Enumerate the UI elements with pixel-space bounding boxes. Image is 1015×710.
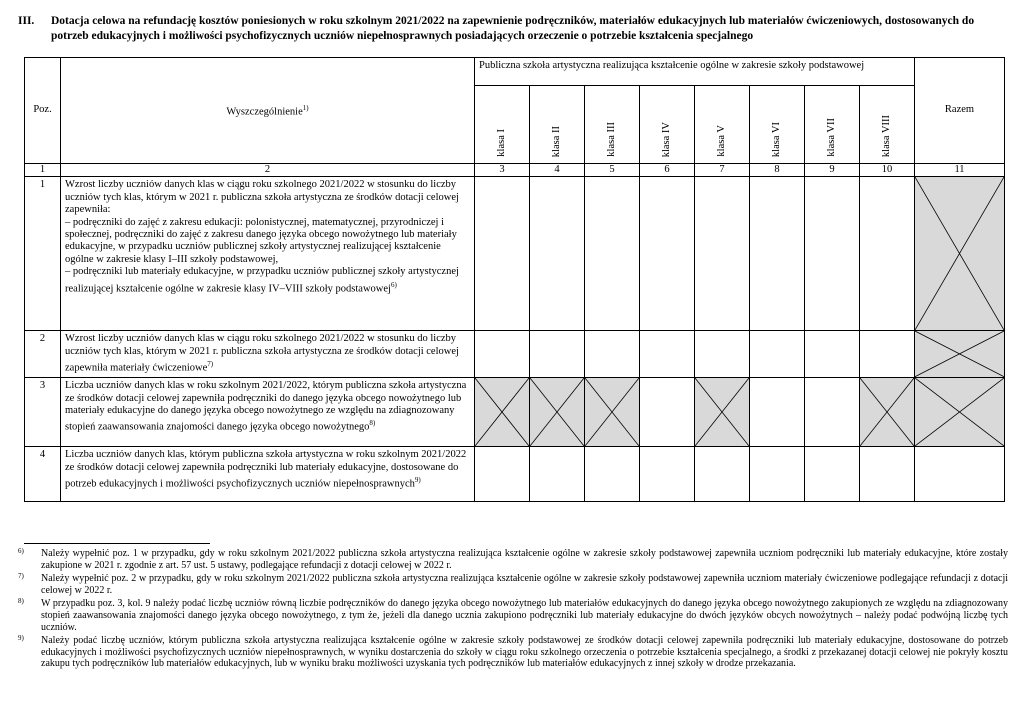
input-cell-klasa-7[interactable] [805, 447, 860, 502]
header-poz: Poz. [25, 58, 61, 164]
crossed-out-cell [475, 378, 530, 447]
header-wyszczegolnienie: Wyszczególnienie$^{1)}$ [61, 58, 475, 164]
header-class: klasa VI [750, 86, 805, 164]
table-row [25, 331, 1005, 378]
table-row [25, 447, 1005, 502]
input-cell-klasa-3[interactable] [585, 447, 640, 502]
input-cell-klasa-2[interactable] [530, 177, 585, 331]
crossed-out-cell [695, 378, 750, 447]
input-cell-razem[interactable] [915, 447, 1005, 502]
crossed-out-cell [585, 378, 640, 447]
input-cell-klasa-1[interactable] [475, 447, 530, 502]
input-cell-klasa-6[interactable] [750, 331, 805, 378]
table-row [25, 378, 1005, 447]
col-number: 5 [585, 164, 640, 177]
header-class: klasa V [695, 86, 750, 164]
column-numbers-row [25, 164, 1005, 177]
header-class: klasa I [475, 86, 530, 164]
col-number: 6 [640, 164, 695, 177]
input-cell-klasa-7[interactable] [805, 331, 860, 378]
col-number: 1 [25, 164, 61, 177]
footnote-ref: 6) [390, 280, 397, 289]
row-description: Wzrost liczby uczniów danych klas w ciągu roku szkolnego 2021/2022 w stosunku do liczby uczniów tych klas, którym w 2021 r. publiczna szkoła artystyczna ze środków dotacji celowej zapewniła materiały ćwiczeniowe$^{7)}$ [61, 331, 475, 378]
header-school-group: Publiczna szkoła artystyczna realizująca kształcenie ogólne w zakresie szkoły podstawowej [475, 58, 915, 86]
row-poz: 1 [25, 177, 61, 331]
footnote: 6) Należy wypełnić poz. 1 w przypadku, gdy w roku szkolnym 2021/2022 publiczna szkoła artystyczna realizująca kształcenie ogólne w zakresie szkoły podstawowej zapewniła uczniom podręczniki lub materiały edukacyjne, które zostały zakupione w 2021 r. zgodnie z art. 57 ust. 5 ustawy, podlegające refundacji z dotacji celowej w 2022 r. [18, 547, 1008, 571]
input-cell-klasa-4[interactable] [640, 378, 695, 447]
input-cell-klasa-6[interactable] [750, 177, 805, 331]
header-class: klasa II [530, 86, 585, 164]
footnote-separator [24, 543, 210, 544]
col-number: 7 [695, 164, 750, 177]
input-cell-klasa-1[interactable] [475, 331, 530, 378]
input-cell-klasa-3[interactable] [585, 177, 640, 331]
input-cell-klasa-2[interactable] [530, 447, 585, 502]
footnote-mark: 8) [18, 597, 24, 606]
row-poz: 3 [25, 378, 61, 447]
header-class: klasa IV [640, 86, 695, 164]
footnote-ref: 1) [302, 104, 309, 113]
input-cell-klasa-1[interactable] [475, 177, 530, 331]
col-number: 3 [475, 164, 530, 177]
footnotes [18, 548, 1008, 672]
input-cell-klasa-8[interactable] [860, 447, 915, 502]
input-cell-klasa-5[interactable] [695, 331, 750, 378]
footnote: 8) W przypadku poz. 3, kol. 9 należy podać liczbę uczniów równą liczbie podręczników do danego języka obcego nowożytnego lub materiałów edukacyjnych do danego języka obcego nowożytnego zakupionych ze względu na zdiagnozowany stopień zaawansowania znajomości danego języka obcego nowożytnego, z tym że, jeżeli dla danego ucznia zakupiono podręczniki lub materiały edukacyjne do dwóch języków obcych nowożytnych – należy podać podwójną liczbę tych uczniów. [18, 597, 1008, 633]
row-poz: 4 [25, 447, 61, 502]
col-number: 8 [750, 164, 805, 177]
header-row [25, 58, 1005, 86]
row-description: Wzrost liczby uczniów danych klas w ciągu roku szkolnego 2021/2022 w stosunku do liczby uczniów tych klas, którym w 2021 r. publiczna szkoła artystyczna ze środków dotacji celowej zapewniła: – podręczniki do zajęć z zakresu edukacji: polonistycznej, matematycznej, przyrodniczej i społecznej, podręczniki do zajęć z zakresu danego języka obcego nowożytnego lub materiały edukacyjne, w przypadku uczniów publicznej szkoły artystycznej realizującej kształcenie ogólne w zakresie klasy I–III szkoły podstawowej, – podręczniki lub materiały edukacyjne, w przypadku uczniów publicznej szkoły artystycznej realizującej kształcenie ogólne w zakresie klasy IV–VIII szkoły podstawowej$^{6)}$ [61, 177, 475, 331]
row-description: Liczba uczniów danych klas, którym publiczna szkoła artystyczna w roku szkolnym 2021/2022 ze środków dotacji celowej zapewniła podręczniki lub materiały edukacyjne, dostosowane do potrzeb edukacyjnych i możliwości psychofizycznych uczniów niepełnosprawnych$^{9)}$ [61, 447, 475, 502]
input-cell-klasa-6[interactable] [750, 447, 805, 502]
col-number: 10 [860, 164, 915, 177]
input-cell-klasa-8[interactable] [860, 331, 915, 378]
crossed-out-cell [915, 177, 1005, 331]
crossed-out-cell [915, 378, 1005, 447]
input-cell-klasa-7[interactable] [805, 177, 860, 331]
input-cell-klasa-6[interactable] [750, 378, 805, 447]
col-number: 11 [915, 164, 1005, 177]
input-cell-klasa-4[interactable] [640, 177, 695, 331]
section-number: III. [18, 15, 35, 27]
crossed-out-cell [915, 331, 1005, 378]
col-number: 4 [530, 164, 585, 177]
col-number: 2 [61, 164, 475, 177]
footnote-mark: 6) [18, 547, 24, 555]
header-class: klasa VIII [860, 86, 915, 164]
form-table [24, 57, 1005, 502]
section-title: Dotacja celowa na refundację kosztów poniesionych w roku szkolnym 2021/2022 na zapewnienie podręczników, materiałów edukacyjnych lub materiałów ćwiczeniowych, dostosowanych do potrzeb edukacyjnych i możliwości psychofizycznych uczniów niepełnosprawnych posiadających orzeczenie o potrzebie kształcenia specjalnego [51, 15, 975, 42]
header-class: klasa VII [805, 86, 860, 164]
footnote-mark: 9) [18, 634, 24, 643]
footnote: 9) Należy podać liczbę uczniów, którym publiczna szkoła artystyczna realizująca kształcenie ogólne w zakresie szkoły podstawowej ze środków dotacji celowej zapewniła podręczniki lub materiały edukacyjne, dostosowane do potrzeb edukacyjnych i możliwości psychofizycznych uczniów niepełnosprawnych, w wyniku dostarczenia do szkoły w ciągu roku szkolnego orzeczenia o potrzebie kształcenia specjalnego, a środki z przekazanej dotacji celowej nie pokryły kosztu zakupu tych podręczników lub materiałów edukacyjnych, lub w wyniku braku możliwości uzyskania tych podręczników lub materiałów edukacyjnych z innej szkoły w drodze przekazania. [18, 634, 1008, 670]
table-row [25, 177, 1005, 331]
input-cell-klasa-2[interactable] [530, 331, 585, 378]
input-cell-klasa-5[interactable] [695, 447, 750, 502]
crossed-out-cell [860, 378, 915, 447]
input-cell-klasa-8[interactable] [860, 177, 915, 331]
footnote-ref: 9) [414, 475, 421, 484]
header-razem: Razem [915, 58, 1005, 164]
col-number: 9 [805, 164, 860, 177]
input-cell-klasa-7[interactable] [805, 378, 860, 447]
row-description: Liczba uczniów danych klas w roku szkolnym 2021/2022, którym publiczna szkoła artystyczna ze środków dotacji celowej zapewniła podręczniki do danego języka obcego nowożytnego lub materiały edukacyjne do danego języka obcego nowożytnego ze względu na zdiagnozowany stopień zaawansowania znajomości danego języka obcego nowożytnego$^{8)}$ [61, 378, 475, 447]
header-class: klasa III [585, 86, 640, 164]
input-cell-klasa-3[interactable] [585, 331, 640, 378]
footnote-mark: 7) [18, 572, 24, 581]
row-poz: 2 [25, 331, 61, 378]
input-cell-klasa-4[interactable] [640, 447, 695, 502]
input-cell-klasa-5[interactable] [695, 177, 750, 331]
crossed-out-cell [530, 378, 585, 447]
footnote-ref: 8) [369, 419, 376, 428]
footnote-ref: 7) [207, 360, 214, 369]
input-cell-klasa-4[interactable] [640, 331, 695, 378]
footnote: 7) Należy wypełnić poz. 2 w przypadku, gdy w roku szkolnym 2021/2022 publiczna szkoła artystyczna realizująca kształcenie ogólne w zakresie szkoły podstawowej zapewniła uczniom materiały ćwiczeniowe podlegające refundacji z dotacji celowej w 2022 r. [18, 572, 1008, 596]
